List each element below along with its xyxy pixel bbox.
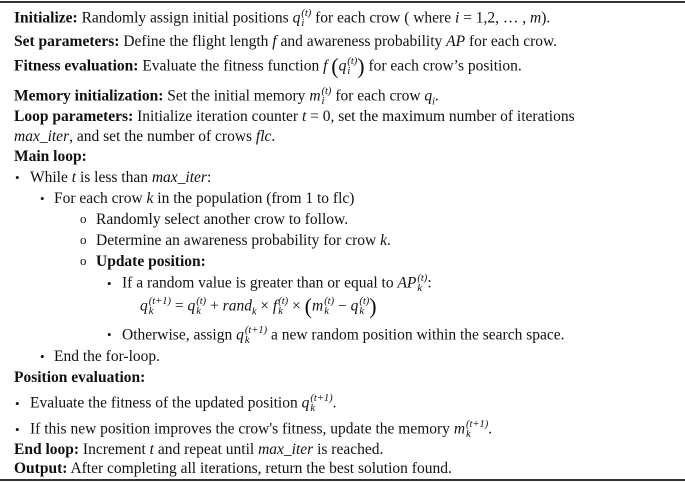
text: and repeat until — [157, 441, 255, 458]
bullet-icon: • — [40, 191, 45, 206]
var: k — [146, 190, 154, 207]
update-position-heading — [96, 253, 206, 271]
determine-line — [96, 232, 391, 250]
evaluate-line — [30, 394, 337, 414]
var: q — [301, 394, 310, 412]
if-random-line — [122, 274, 432, 294]
text: for each crow ( where — [315, 9, 452, 27]
sub: k — [324, 306, 329, 317]
sub: i — [301, 18, 305, 29]
while-line — [30, 169, 211, 187]
var: m — [309, 87, 321, 105]
var: max_iter — [258, 441, 314, 458]
text: If this new position improves the crow's fitness, update the memory — [30, 420, 450, 438]
sup: (t+1) — [310, 393, 333, 404]
text: Initialize iteration counter — [137, 108, 299, 125]
var: t — [149, 441, 154, 458]
label: End loop: — [14, 441, 80, 458]
text: Define the flight length — [123, 33, 269, 50]
loop-parameters-line-2 — [14, 128, 275, 146]
label: Main loop: — [14, 148, 87, 165]
var: q — [424, 87, 433, 105]
label: Initialize: — [14, 9, 78, 27]
var: q — [338, 57, 347, 75]
text: Evaluate the fitness function — [142, 57, 320, 75]
var: f — [272, 297, 278, 315]
label: Set parameters: — [14, 33, 120, 50]
text: If a random value is greater than or equal to — [122, 274, 394, 292]
sub: k — [417, 283, 423, 294]
text: = 1,2, … , — [463, 9, 527, 27]
supsub — [417, 274, 427, 294]
sup: (t) — [321, 86, 332, 97]
var: q — [236, 326, 244, 344]
text: is reached. — [317, 441, 384, 458]
circle-bullet-icon: o — [80, 253, 87, 268]
text: and awareness probability — [280, 33, 443, 50]
var: f — [323, 57, 328, 75]
var: q — [350, 297, 359, 315]
op: + — [210, 297, 219, 315]
text: for each crow — [335, 87, 421, 105]
sub: k — [148, 306, 154, 317]
var: k — [380, 232, 387, 249]
label: Loop parameters: — [14, 108, 134, 125]
text: For each crow — [54, 190, 143, 207]
text: After completing all iterations, return the best solution found. — [70, 460, 452, 477]
text: . — [488, 420, 493, 438]
var: max_iter — [151, 169, 207, 186]
label: Update position: — [96, 253, 206, 270]
text: a new random position within the search space. — [270, 326, 565, 344]
var: q — [140, 297, 148, 315]
end-for-line: End the for-loop. — [54, 348, 161, 365]
text: ). — [541, 9, 551, 27]
text: Randomly assign initial positions — [81, 9, 289, 27]
text: . — [434, 87, 439, 105]
initialize-line — [14, 9, 550, 29]
label: Fitness evaluation: — [14, 57, 139, 75]
text: in the population (from 1 to flc) — [157, 190, 355, 207]
improve-line — [30, 420, 492, 440]
op: × — [292, 297, 301, 315]
op: = — [174, 297, 184, 315]
var: AP — [397, 274, 417, 292]
bullet-icon: • — [107, 327, 112, 342]
text: : — [206, 169, 212, 186]
bullet-icon: • — [15, 170, 20, 185]
text: While — [30, 169, 68, 186]
var: flc — [255, 128, 272, 145]
update-equation: q (t+1) k = q (t) k + rand$_k$ × f (t) k × (m (t) k − q (t) k ) — [140, 293, 377, 319]
var: t — [301, 108, 307, 125]
text: . — [332, 394, 337, 412]
label: Memory initialization: — [14, 87, 164, 105]
supsub — [196, 297, 206, 317]
op: − — [337, 297, 347, 315]
sub: i — [321, 96, 325, 107]
sup: (t+1) — [244, 325, 268, 336]
text: for each crow. — [468, 33, 558, 50]
text: , and set the number of crows — [69, 128, 253, 145]
text: Otherwise, assign — [122, 326, 233, 344]
supsub — [322, 87, 332, 107]
var: rand — [222, 297, 252, 315]
sub: k — [244, 335, 250, 346]
supsub — [324, 297, 334, 317]
sup: (t) — [417, 273, 428, 284]
var: q — [292, 9, 301, 27]
var: i — [454, 9, 460, 27]
label: Output: — [14, 460, 68, 477]
circle-bullet-icon: o — [80, 211, 87, 226]
sup: (t) — [278, 296, 289, 307]
var: m — [311, 297, 324, 315]
supsub — [347, 57, 357, 77]
sup: (t) — [301, 8, 312, 19]
select-line: Randomly select another crow to follow. — [96, 211, 349, 228]
bullet-icon: • — [40, 349, 45, 364]
text: Evaluate the fitness of the updated position — [30, 394, 298, 412]
text: Increment — [82, 441, 146, 458]
fitness-evaluation-line: Fitness evaluation: Evaluate the fitness function f (q (t) i ) for each crow’s position. — [14, 53, 522, 79]
supsub — [301, 9, 311, 29]
for-each-line — [54, 190, 354, 208]
sup: (t+1) — [466, 419, 489, 430]
var: m — [453, 420, 466, 438]
var: max_iter — [14, 128, 70, 145]
main-loop-heading — [14, 148, 87, 166]
supsub — [466, 420, 488, 440]
text: is less than — [79, 169, 148, 186]
sub: k — [359, 306, 365, 317]
label: Position evaluation: — [14, 369, 146, 386]
set-parameters-line — [14, 33, 557, 51]
end-loop-line — [14, 441, 383, 459]
sup: (t) — [359, 296, 370, 307]
text: : — [427, 274, 432, 292]
sub: k — [278, 306, 283, 317]
otherwise-line — [122, 326, 565, 346]
sub: i — [432, 96, 435, 108]
sub: k — [251, 306, 257, 318]
bullet-icon: • — [15, 422, 20, 437]
sub: k — [196, 306, 201, 317]
var: q — [187, 297, 196, 315]
text: Set the initial memory — [167, 87, 306, 105]
output-line — [14, 460, 452, 478]
var: f — [272, 33, 277, 50]
op: × — [260, 297, 270, 315]
text: for each crow’s position. — [368, 57, 522, 75]
sup: (t) — [324, 296, 335, 307]
supsub — [149, 297, 171, 317]
circle-bullet-icon: o — [80, 232, 87, 247]
sub: k — [310, 403, 316, 414]
top-rule — [0, 1, 685, 3]
text: . — [386, 232, 391, 249]
var: t — [71, 169, 77, 186]
text: Determine an awareness probability for crow — [96, 232, 377, 249]
bullet-icon: • — [107, 276, 112, 291]
sub: k — [466, 429, 471, 440]
supsub — [359, 297, 369, 317]
sup: (t) — [347, 56, 358, 67]
var: m — [530, 9, 542, 27]
bullet-icon: • — [15, 396, 20, 411]
supsub — [310, 394, 332, 414]
bottom-rule — [0, 479, 685, 481]
var: AP — [446, 33, 466, 50]
sub: i — [347, 66, 351, 77]
sup: (t) — [196, 296, 207, 307]
supsub — [245, 326, 267, 346]
sup: (t+1) — [148, 296, 171, 307]
text: . — [271, 128, 276, 145]
text: = 0, set the maximum number of iterations — [310, 108, 575, 125]
position-evaluation-heading — [14, 369, 145, 387]
loop-parameters-line — [14, 108, 575, 126]
supsub — [278, 297, 288, 317]
